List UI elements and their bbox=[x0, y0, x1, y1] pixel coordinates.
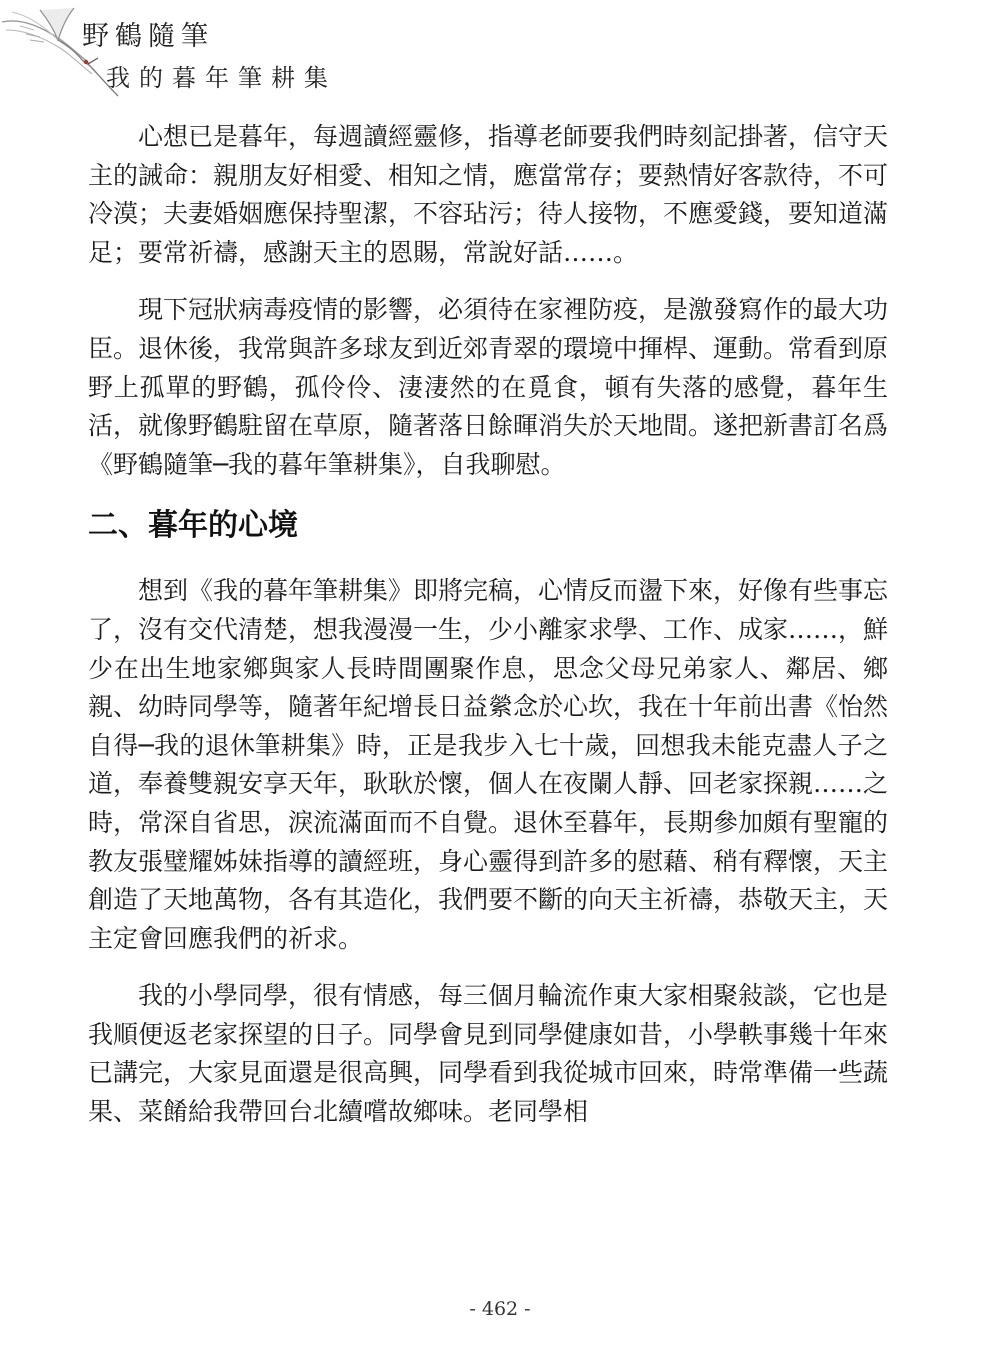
paragraph: 我的小學同學，很有情感，每三個月輪流作東大家相聚敍談，它也是我順便返老家探望的日子。同學會見到同學健康如昔，小學軼事幾十年來已講完，大家見面還是很高興，同學看到我從城市回來，時常準備一些蔬果、菜餚給我帶回台北續嚐故鄉味。老同學相 bbox=[88, 981, 889, 1127]
paragraph: 心想已是暮年，每週讀經靈修，指導老師要我們時刻記掛著，信守天主的誡命：親朋友好相愛、相知之情，應當常存；要熱情好客款待，不可冷漠；夫妻婚姻應保持聖潔，不容玷污；待人接物，不應愛錢，要知道滿足；要常祈禱，感謝天主的恩賜，常說好話……。 bbox=[88, 122, 889, 267]
paragraph: 想到《我的暮年筆耕集》即將完稿，心情反而盪下來，好像有些事忘了，沒有交代清楚，想我漫漫一生，少小離家求學、工作、成家……，鮮少在出生地家鄉與家人長時間團聚作息，思念父母兄弟家人、鄰居、鄉親、幼時同學等，隨著年紀增長日益縈念於心坎，我在十年前出書《怡然自得─我的退休筆耕集》時，正是我步入七十歲，回想我未能克盡人子之道，奉養雙親安享天年，耿耿於懷，個人在夜闌人靜、回老家探親……之時，常深自省思，淚流滿面而不自覺。退休至暮年，長期參加頗有聖寵的教友張璧耀姊妹指導的讀經班，身心靈得到許多的慰藉、稍有釋懷，天主創造了天地萬物，各有其造化，我們要不斷的向天主祈禱，恭敬天主，天主定會回應我們的祈求。 bbox=[88, 576, 889, 953]
page-body bbox=[88, 118, 888, 1151]
page-number: - 462 - bbox=[469, 1298, 531, 1320]
paragraph: 現下冠狀病毒疫情的影響，必須待在家裡防疫，是激發寫作的最大功臣。退休後，我常與許多球友到近郊青翠的環境中揮桿、運動。常看到原野上孤單的野鶴，孤伶伶、淒淒然的在覓食，頓有失落的感覺，暮年生活，就像野鶴駐留在草原，隨著落日餘暉消失於天地間。遂把新書訂名爲《野鶴隨筆─我的暮年筆耕集》，自我聊慰。 bbox=[88, 295, 889, 479]
book-title: 我的暮年筆耕集 bbox=[106, 64, 337, 92]
running-header bbox=[0, 0, 400, 110]
series-title: 野鶴隨筆 bbox=[82, 21, 214, 52]
section-heading: 二、暮年的心境 bbox=[88, 508, 298, 544]
